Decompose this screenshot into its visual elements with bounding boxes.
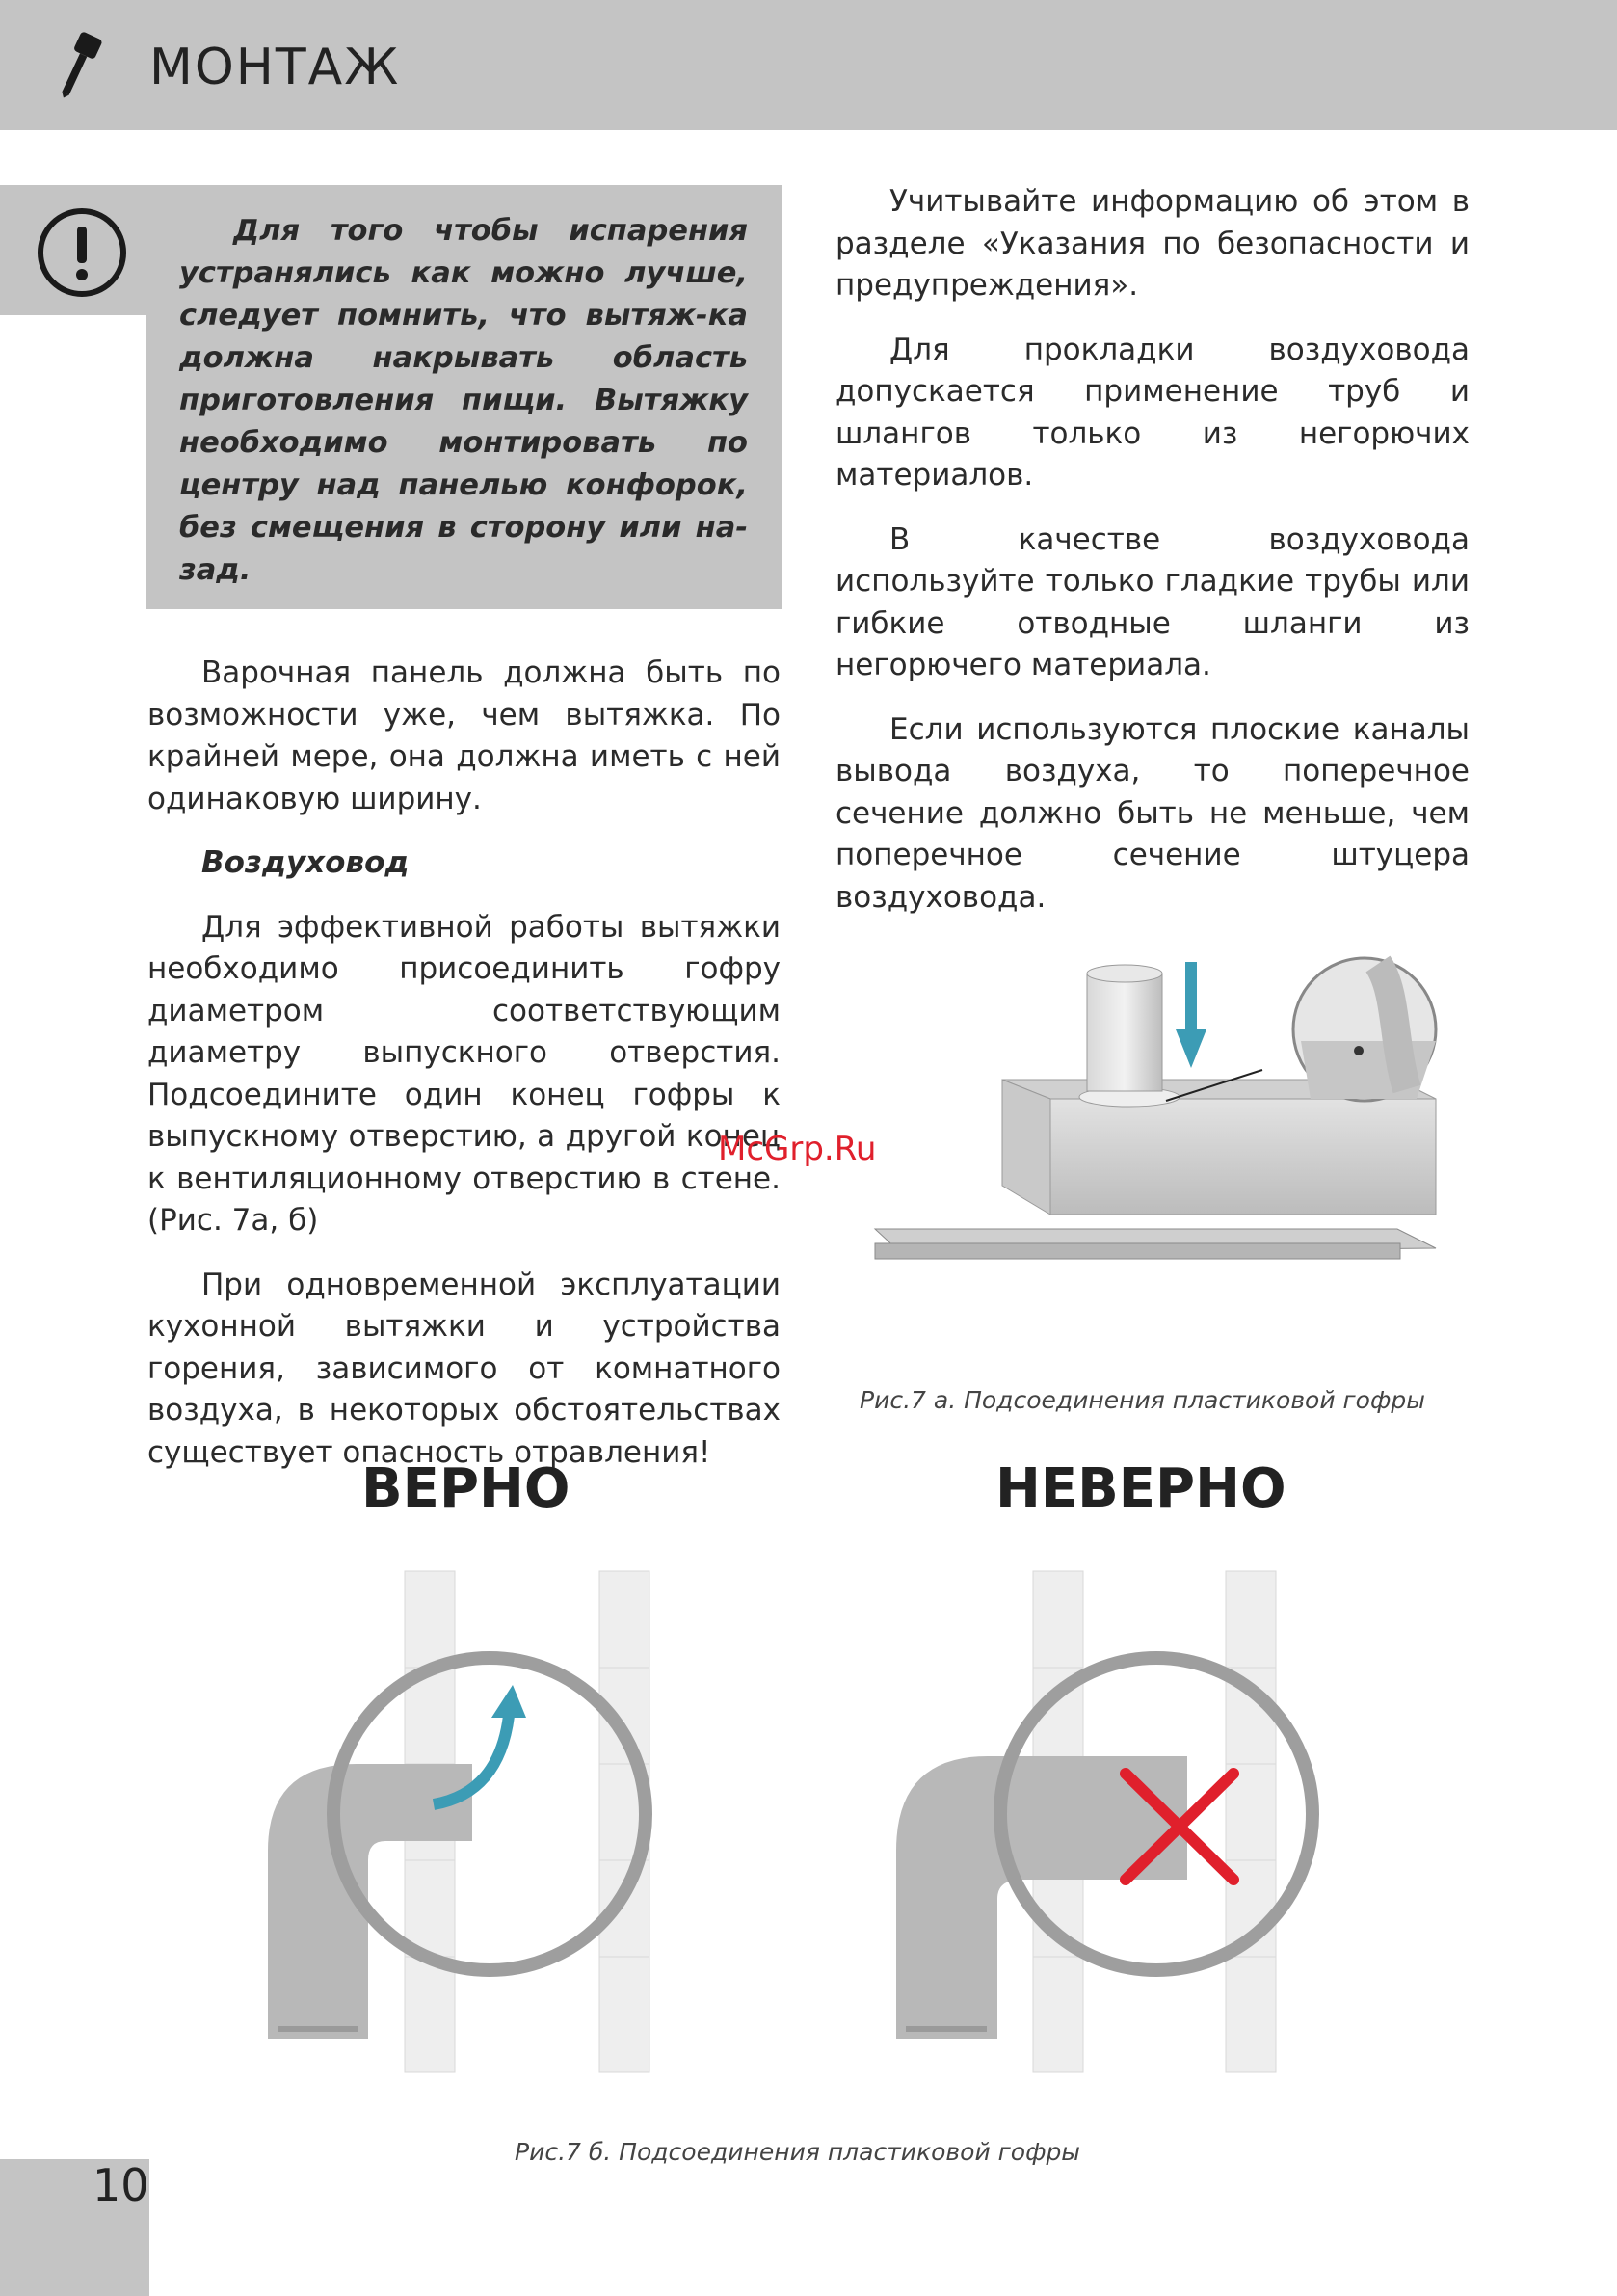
paragraph-smooth-pipes: В качестве воздуховода используйте только гладкие трубы или гибкие отводные шланги из негорючего материала. [835, 521, 1470, 682]
wrong-diagram [896, 1571, 1312, 2072]
paragraph-non-combustible: Для прокладки воздуховода допускается применение труб и шлангов только из негорючих материалов. [835, 332, 1470, 493]
correct-diagram [268, 1571, 649, 2072]
screwdriver-icon [50, 29, 108, 101]
hood-front-strip [875, 1243, 1400, 1259]
hood-side [1002, 1080, 1050, 1215]
page-number: 10 [93, 2159, 149, 2211]
figure-7a-caption: Рис.7 а. Подсоединения пластиковой гофры [860, 1386, 1425, 1414]
subheading-air-duct: Воздуховод [201, 845, 410, 880]
paragraph-connection: Для эффективной работы вытяжки необходимо присоединить гофру диаметром соответствующим диаметру выпускного отверстия. Подсоедините один конец гофры к выпускному отверстию, а другой конец к вентиляционному отверстию в стене. (Рис. 7а, б) [147, 909, 781, 1238]
label-correct: ВЕРНО [361, 1457, 570, 1520]
figure-7b-caption: Рис.7 б. Подсоединения пластиковой гофры [515, 2138, 1081, 2166]
warning-box [146, 185, 782, 609]
paragraph-hob-width: Варочная панель должна быть по возможности уже, чем вытяжка. По крайней мере, она должна иметь с ней одинаковую ширину. [147, 655, 781, 816]
right-column [835, 181, 1470, 941]
figure-7b-connection-diagram [260, 1562, 1368, 2082]
warning-text: Для того чтобы испарения устранялись как можно лучше, следует помнить, что вытяж-ка должна накрывать область приготовления пищи. Вытяжку необходимо монтировать по центру над панелью конфорок, без смещения в сторону или на-зад. [179, 214, 748, 587]
figure-7a-hood-illustration [858, 954, 1455, 1282]
page-title: МОНТАЖ [149, 39, 401, 96]
page-header [0, 0, 1617, 130]
left-column [147, 653, 781, 1496]
label-wrong: НЕВЕРНО [995, 1457, 1286, 1520]
wall-right-b [1226, 1571, 1276, 2072]
paragraph-flat-channels: Если используются плоские каналы вывода воздуха, то поперечное сечение должно быть не меньше, чем поперечное сечение штуцера воздуховода. [835, 711, 1470, 915]
watermark: McGrp.Ru [718, 1130, 877, 1168]
paragraph-poisoning-warning: При одновременной эксплуатации кухонной вытяжки и устройства горения, зависимого от комнатного воздуха, в некоторых обстоятельствах существует опасность отравления! [147, 1267, 781, 1470]
duct-cylinder [1087, 974, 1162, 1091]
paragraph-safety-reference: Учитывайте информацию об этом в разделе «Указания по безопасности и предупреждения». [835, 184, 1470, 303]
exclamation-circle-icon [35, 205, 129, 300]
hood-body [1050, 1099, 1436, 1215]
